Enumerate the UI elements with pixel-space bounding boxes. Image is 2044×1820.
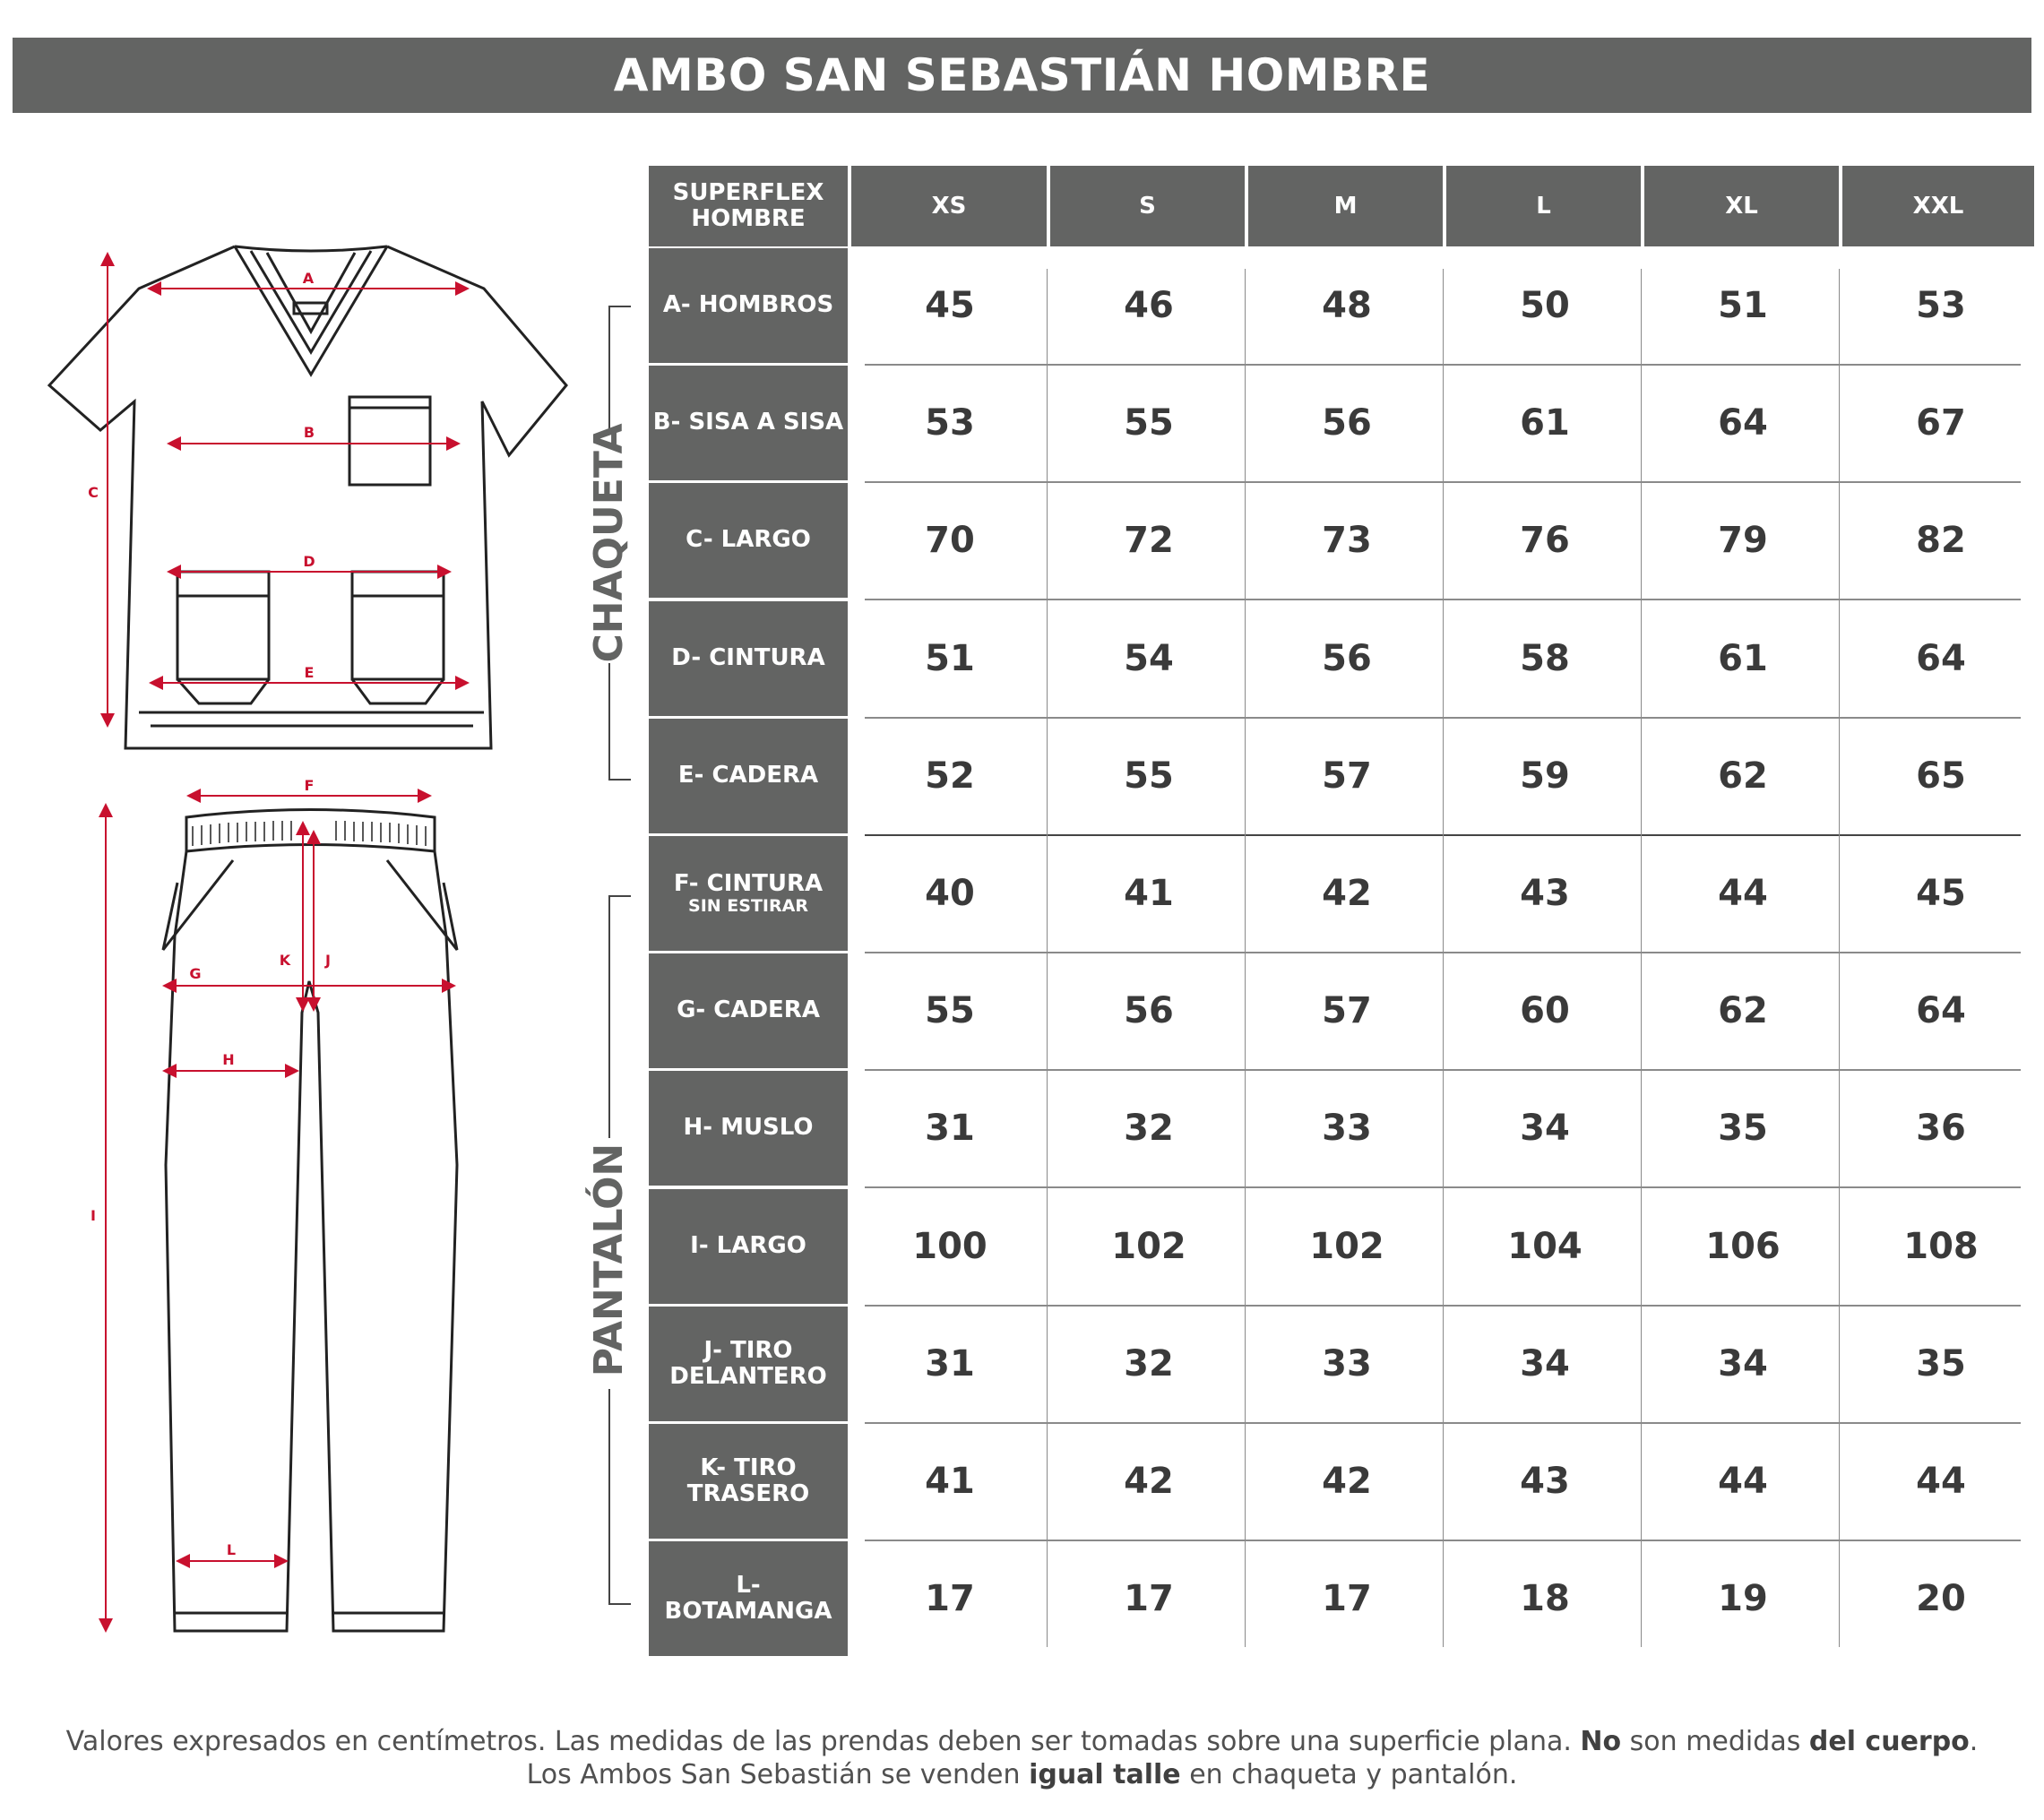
row-label-line: D- CINTURA [671,644,825,672]
table-cell: 106 [1705,1226,1781,1267]
table-cell: 44 [1718,1461,1768,1502]
letter-c: C [88,484,99,501]
column-divider [1443,269,1444,1647]
row-label-line: E- CADERA [677,762,819,789]
column-divider [1245,269,1246,1647]
table-cell: 33 [1322,1108,1372,1149]
table-cell: 48 [1322,285,1372,326]
letter-h: H [222,1051,235,1068]
row-label [649,601,848,716]
footer-text-1e: . [1969,1726,1979,1757]
table-cell: 79 [1718,520,1768,561]
letter-b: B [303,424,315,441]
table-cell: 57 [1322,990,1372,1031]
table-cell: 64 [1916,638,1966,679]
letter-f: F [304,777,315,794]
table-cell: 31 [925,1343,975,1384]
table-cell: 56 [1322,638,1372,679]
table-cell: 62 [1718,755,1768,797]
header-corner-line-1: SUPERFLEX [672,179,824,207]
table-cell: 50 [1520,285,1570,326]
table-cell: 35 [1916,1343,1966,1384]
row-label-line: A- HOMBROS [662,291,834,319]
row-label [649,248,848,363]
table-cell: 82 [1916,520,1966,561]
column-divider [1641,269,1642,1647]
header-size-xl: XL [1644,166,1839,246]
row-label [649,836,848,951]
footer-text-1d: del cuerpo [1808,1726,1970,1757]
header-size-l: L [1446,166,1641,246]
row-label [649,1424,848,1539]
table-cell: 100 [912,1226,988,1267]
table-cell: 43 [1520,1461,1570,1502]
letter-k: K [279,952,291,969]
header-corner-line-2: HOMBRE [691,205,806,232]
letter-a: A [302,270,315,287]
table-cell: 44 [1916,1461,1966,1502]
row-label [649,366,848,480]
row-label-line: C- LARGO [686,526,811,554]
table-cell: 31 [925,1108,975,1149]
table-cell: 18 [1520,1578,1570,1619]
table-cell: 17 [925,1578,975,1619]
table-cell: 32 [1124,1108,1174,1149]
row-label-line: B- SISA A SISA [652,409,844,436]
table-cell: 55 [925,990,975,1031]
row-label [649,1071,848,1186]
header-corner [649,166,848,246]
table-cell: 41 [925,1461,975,1502]
row-label-line: L- BOTAMANGA [664,1571,832,1625]
table-cell: 64 [1718,402,1768,444]
table-cell: 58 [1520,638,1570,679]
table-cell: 102 [1309,1226,1384,1267]
table-cell: 70 [925,520,975,561]
row-label-line: H- MUSLO [683,1114,814,1142]
table-cell: 19 [1718,1578,1768,1619]
row-label-line: DELANTERO [669,1363,827,1390]
row-label-line: K- TIRO [700,1453,797,1481]
section-label-pants: PANTALÓN [586,1143,632,1377]
footer-text-2b: igual talle [1029,1759,1181,1790]
row-label-line: I- LARGO [690,1232,806,1260]
table-cell: 45 [925,285,975,326]
table-cell: 42 [1322,873,1372,914]
table-cell: 59 [1520,755,1570,797]
table-cell: 73 [1322,520,1372,561]
letter-e: E [304,664,315,681]
page-title: AMBO SAN SEBASTIÁN HOMBRE [13,38,2031,113]
row-label [649,1307,848,1421]
row-label-line: G- CADERA [677,996,820,1024]
table-cell: 34 [1520,1343,1570,1384]
table-cell: 41 [1124,873,1174,914]
table-cell: 34 [1520,1108,1570,1149]
table-cell: 42 [1124,1461,1174,1502]
header-size-m: M [1248,166,1443,246]
footer-text-1c: son medidas [1621,1726,1809,1757]
row-label [649,719,848,833]
table-cell: 51 [925,638,975,679]
table-cell: 65 [1916,755,1966,797]
table-cell: 67 [1916,402,1966,444]
letter-i: I [91,1207,96,1224]
table-cell: 34 [1718,1343,1768,1384]
letter-l: L [226,1541,237,1558]
table-cell: 46 [1124,285,1174,326]
garment-diagram [0,0,591,1649]
table-cell: 62 [1718,990,1768,1031]
table-cell: 54 [1124,638,1174,679]
table-cell: 55 [1124,755,1174,797]
row-label-line: J- TIRO [703,1336,793,1364]
table-cell: 53 [925,402,975,444]
table-cell: 61 [1520,402,1570,444]
table-cell: 35 [1718,1108,1768,1149]
table-cell: 40 [925,873,975,914]
header-size-xxl: XXL [1842,166,2034,246]
table-cell: 33 [1322,1343,1372,1384]
table-cell: 56 [1124,990,1174,1031]
table-cell: 36 [1916,1108,1966,1149]
table-cell: 52 [925,755,975,797]
table-cell: 32 [1124,1343,1174,1384]
table-cell: 55 [1124,402,1174,444]
column-divider [1047,269,1048,1647]
row-label-line: TRASERO [686,1480,810,1507]
column-divider [1839,269,1840,1647]
table-cell: 56 [1322,402,1372,444]
footer-text-2a: Los Ambos San Sebastián se venden [526,1759,1030,1790]
table-cell: 17 [1124,1578,1174,1619]
table-cell: 76 [1520,520,1570,561]
table-cell: 61 [1718,638,1768,679]
pants-drawing [163,810,457,1632]
header-size-xs: XS [851,166,1047,246]
row-label-line: F- CINTURA [673,869,824,897]
header-size-s: S [1050,166,1245,246]
row-label [649,483,848,598]
row-label [649,953,848,1068]
table-cell: 104 [1507,1226,1583,1267]
table-cell: 42 [1322,1461,1372,1502]
table-cell: 64 [1916,990,1966,1031]
table-cell: 60 [1520,990,1570,1031]
table-cell: 72 [1124,520,1174,561]
table-cell: 45 [1916,873,1966,914]
table-cell: 102 [1111,1226,1186,1267]
table-cell: 20 [1916,1578,1966,1619]
footer-text-1a: Valores expresados en centímetros. Las medidas de las prendas deben ser tomadas sobre una superficie plana. [65,1726,1581,1757]
table-cell: 53 [1916,285,1966,326]
row-label [649,1189,848,1304]
table-cell: 108 [1903,1226,1979,1267]
letter-d: D [303,553,315,570]
footer-note-2 [0,1759,2044,1790]
table-cell: 57 [1322,755,1372,797]
letter-j: J [325,952,331,969]
table-cell: 17 [1322,1578,1372,1619]
letter-g: G [189,965,202,982]
footer-text-1b: No [1580,1726,1622,1757]
table-cell: 43 [1520,873,1570,914]
section-label-jacket: CHAQUETA [586,423,632,663]
footer-note-1 [0,1726,2044,1757]
row-label [649,1541,848,1656]
footer-text-2c: en chaqueta y pantalón. [1180,1759,1518,1790]
table-cell: 44 [1718,873,1768,914]
row-label-sub: SIN ESTIRAR [688,895,808,916]
table-cell: 51 [1718,285,1768,326]
